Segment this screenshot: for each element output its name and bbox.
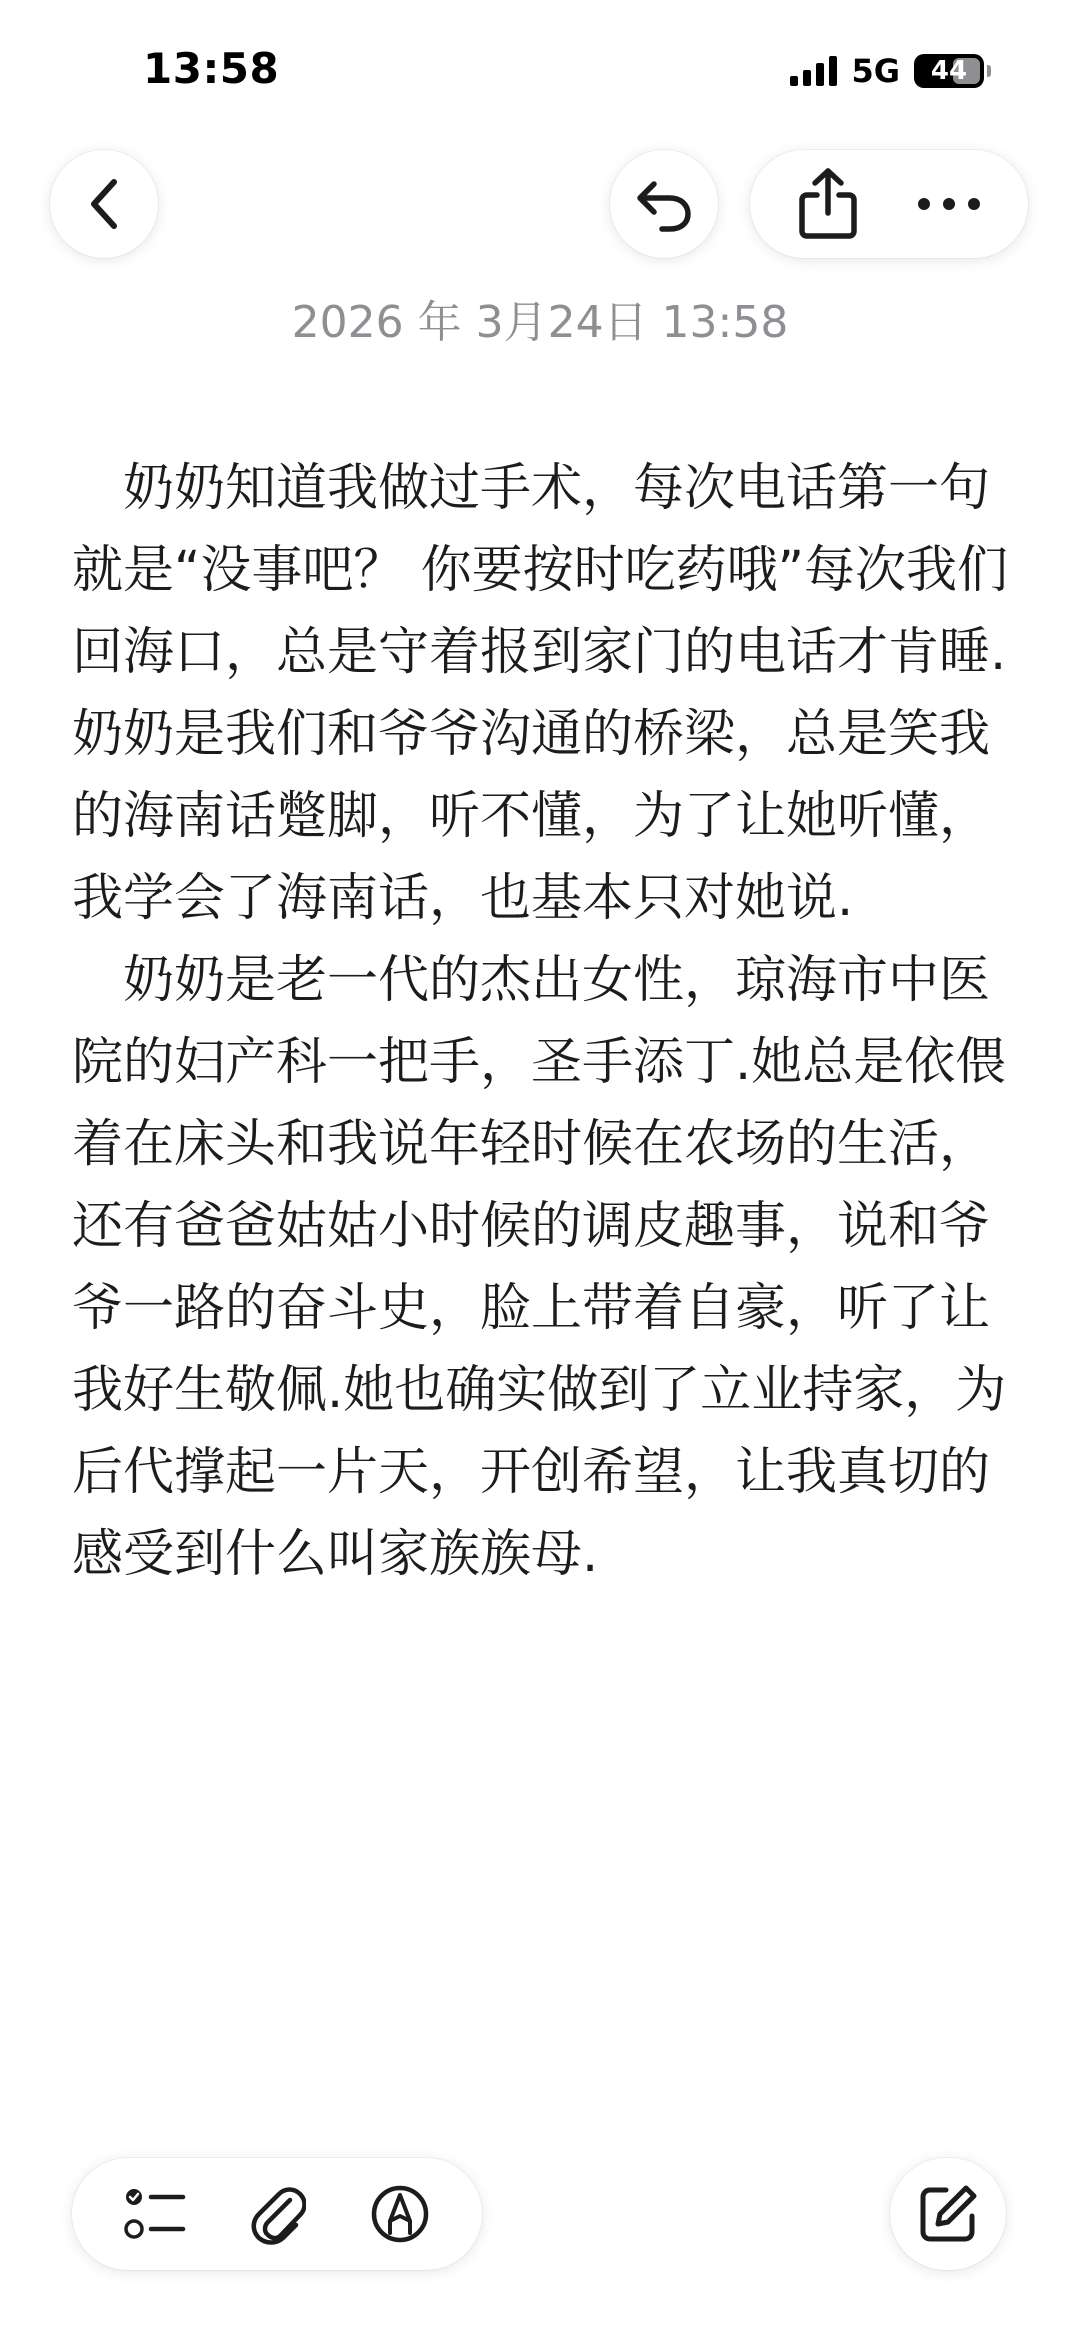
back-button[interactable]: [50, 150, 158, 258]
note-actions-group: [750, 150, 1028, 258]
attachment-button[interactable]: [250, 2182, 306, 2246]
battery-level: 44: [930, 56, 968, 86]
compose-button[interactable]: [890, 2158, 1006, 2270]
network-type: 5G: [851, 52, 900, 90]
status-indicators: [790, 52, 984, 90]
note-paragraph: 奶奶是老一代的杰出女性，琼海市中医院的妇产科一把手，圣手添丁.她总是依偎着在床头和我说年轻时候在农场的生活，还有爸爸姑姑小时候的调皮趣事，说和爷爷一路的奋斗史，脸上带着自豪，听了让我好生敬佩.她也确实做到了立业持家，为后代撑起一片天，开创希望，让我真切的感受到什么叫家族族母.: [72, 951, 1007, 1584]
paperclip-icon: [250, 2182, 306, 2246]
markup-button[interactable]: [369, 2183, 431, 2245]
more-icon: [916, 196, 982, 212]
battery-tip: [987, 65, 991, 77]
compose-icon: [916, 2182, 980, 2246]
chevron-left-icon: [82, 174, 126, 234]
markup-pen-icon: [369, 2183, 431, 2245]
bottom-tools-group: [72, 2158, 482, 2270]
share-button[interactable]: [797, 167, 859, 241]
battery-icon: [914, 54, 984, 88]
checklist-icon: [123, 2185, 187, 2243]
note-date: 2026 年 3月24日 13:58: [291, 297, 789, 348]
undo-icon: [632, 174, 696, 234]
cellular-signal-icon: [790, 56, 837, 86]
undo-button[interactable]: [610, 150, 718, 258]
status-time: 13:58: [143, 44, 280, 93]
checklist-button[interactable]: [123, 2185, 187, 2243]
note-body[interactable]: [72, 448, 1022, 1596]
note-paragraph: 奶奶知道我做过手术，每次电话第一句就是“没事吧？ 你要按时吃药哦”每次我们回海口，总是守着报到家门的电话才肯睡.奶奶是我们和爷爷沟通的桥梁，总是笑我的海南话蹩脚，听不懂，为了让她听懂，我学会了海南话，也基本只对她说.: [72, 459, 1009, 928]
share-icon: [797, 167, 859, 241]
more-button[interactable]: [916, 196, 982, 212]
